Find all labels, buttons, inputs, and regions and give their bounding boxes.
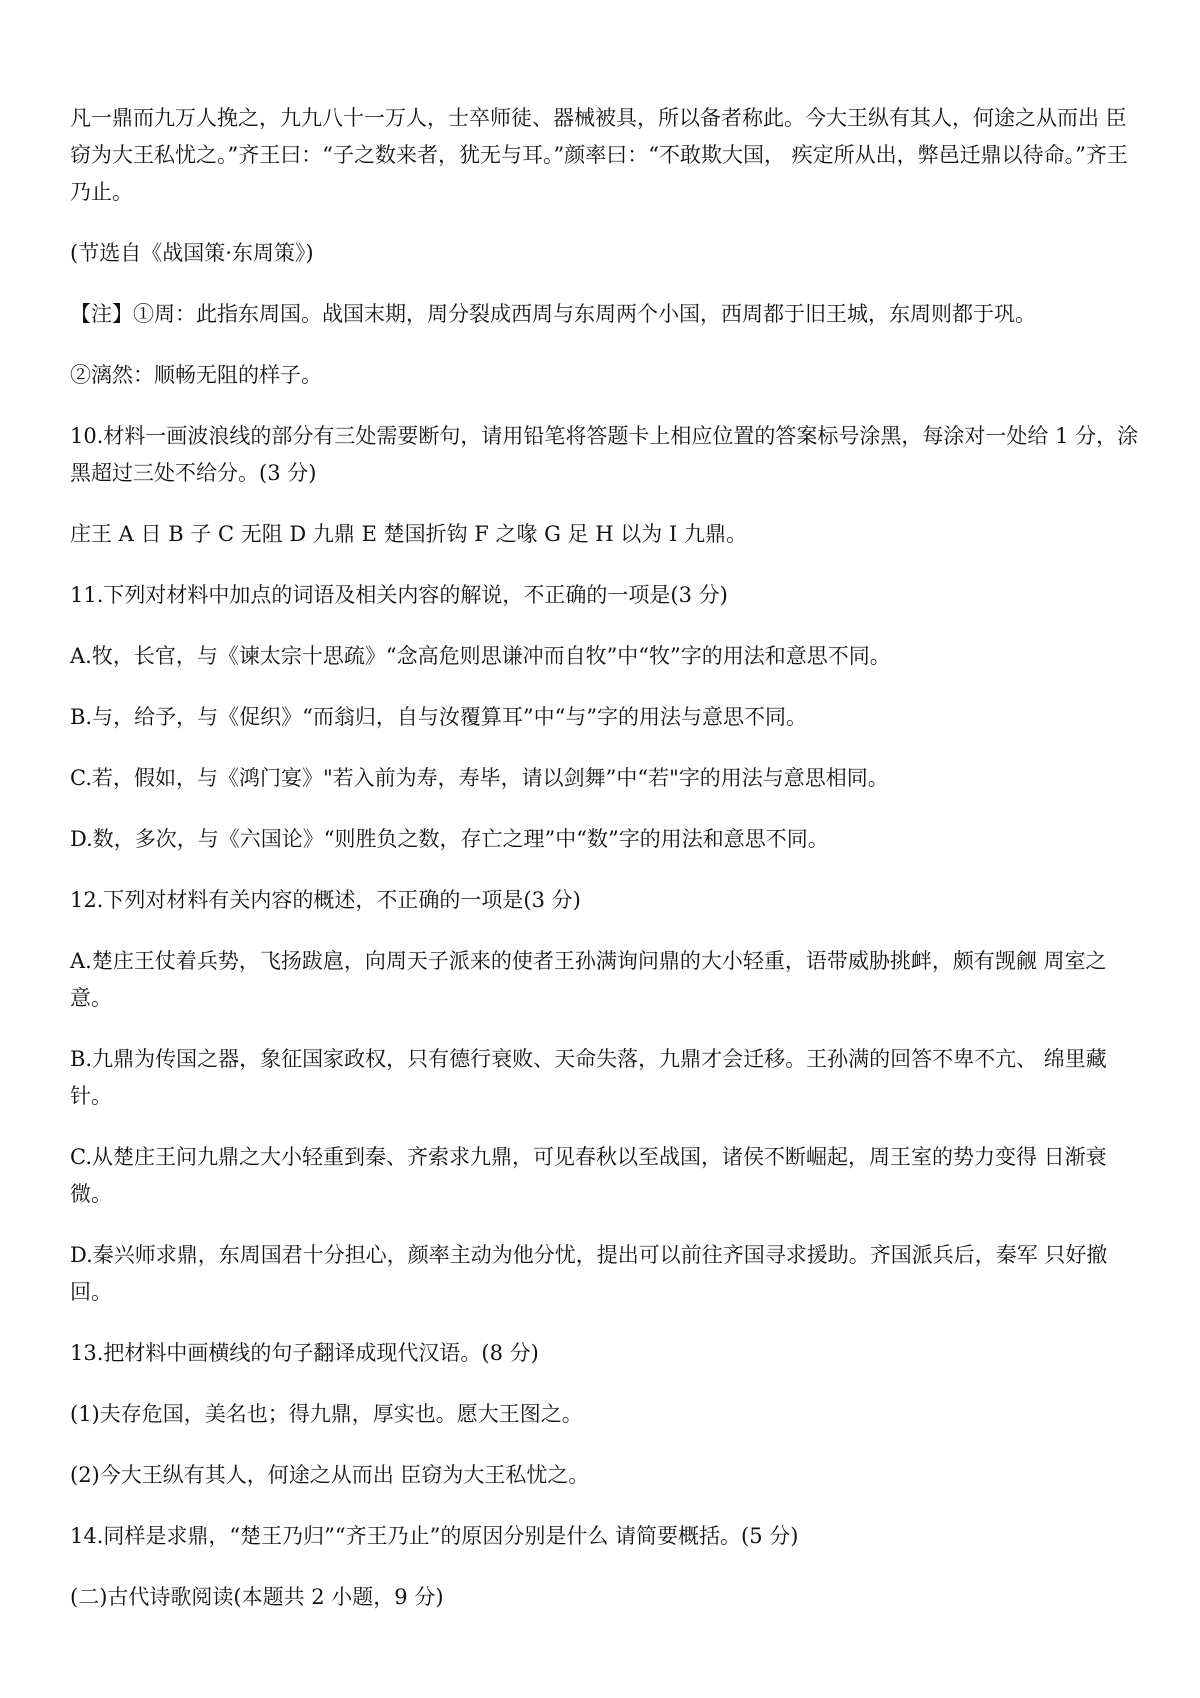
exam-page bbox=[70, 100, 1140, 1616]
question-11-option-c: C.若，假如，与《鸿门宴》"若入前为寿，寿毕，请以剑舞”中“若"字的用法与意思相同。 bbox=[70, 766, 889, 790]
question-12-stem: 12.下列对材料有关内容的概述，不正确的一项是(3 分) bbox=[70, 888, 581, 912]
question-13-stem: 13.把材料中画横线的句子翻译成现代汉语。(8 分) bbox=[70, 1341, 539, 1365]
passage-note-1: 【注】①周：此指东周国。战国末期，周分裂成西周与东周两个小国，西周都于旧王城，东周则都于巩。 bbox=[70, 302, 1036, 326]
passage-source: (节选自《战国策·东周策》) bbox=[70, 241, 314, 265]
question-14-stem: 14.同样是求鼎，“楚王乃归”“齐王乃止”的原因分别是什么 请简要概括。(5 分) bbox=[70, 1524, 799, 1548]
question-13-item-2: (2)今大王纵有其人，何途之从而出 臣窃为大王私忧之。 bbox=[70, 1463, 590, 1487]
question-12-option-d: D.秦兴师求鼎，东周国君十分担心，颜率主动为他分忧，提出可以前往齐国寻求援助。齐国派兵后，秦军 只好撤回。 bbox=[70, 1243, 1108, 1304]
question-11-option-d: D.数，多次，与《六国论》“则胜负之数，存亡之理”中“数”字的用法和意思不同。 bbox=[70, 827, 829, 851]
question-12-option-b: B.九鼎为传国之器，象征国家政权，只有德行衰败、天命失落，九鼎才会迁移。王孙满的回答不卑不亢、 绵里藏针。 bbox=[70, 1047, 1107, 1108]
question-11-option-b: B.与，给予，与《促织》“而翁归，自与汝覆算耳”中“与”字的用法与意思不同。 bbox=[70, 705, 808, 729]
question-13-item-1: (1)夫存危国，美名也；得九鼎，厚实也。愿大王图之。 bbox=[70, 1402, 583, 1426]
question-12-option-a: A.楚庄王仗着兵势，飞扬跋扈，向周天子派来的使者王孙满询问鼎的大小轻重，语带威胁挑衅，颇有觊觎 周室之意。 bbox=[70, 949, 1107, 1010]
question-11-stem: 11.下列对材料中加点的词语及相关内容的解说，不正确的一项是(3 分) bbox=[70, 583, 728, 607]
question-12-option-c: C.从楚庄王问九鼎之大小轻重到秦、齐索求九鼎，可见春秋以至战国，诸侯不断崛起，周王室的势力变得 日渐衰微。 bbox=[70, 1145, 1107, 1206]
question-11-option-a: A.牧，长官，与《谏太宗十思疏》“念高危则思谦冲而自牧”中“牧”字的用法和意思不同。 bbox=[70, 644, 891, 668]
question-10-text: 庄王 A 日 B 子 C 无阻 D 九鼎 E 楚国折钩 F 之喙 G 足 H 以为 I 九鼎。 bbox=[70, 522, 747, 546]
question-10-stem: 10.材料一画波浪线的部分有三处需要断句，请用铅笔将答题卡上相应位置的答案标号涂黑，每涂对一处给 1 分，涂黑超过三处不给分。(3 分) bbox=[70, 424, 1139, 485]
passage-continuation: 凡一鼎而九万人挽之，九九八十一万人，士卒师徒、器械被具，所以备者称此。今大王纵有其人，何途之从而出 臣窃为大王私忧之。”齐王曰：“子之数来者，犹无与耳。”颜率曰：“不敢欺大国， 疾定所从出，弊邑迁鼎以待命。”齐王乃止。 bbox=[70, 106, 1128, 204]
section-heading-poetry: (二)古代诗歌阅读(本题共 2 小题，9 分) bbox=[70, 1585, 444, 1609]
passage-note-2: ②漓然：顺畅无阻的样子。 bbox=[70, 363, 322, 387]
